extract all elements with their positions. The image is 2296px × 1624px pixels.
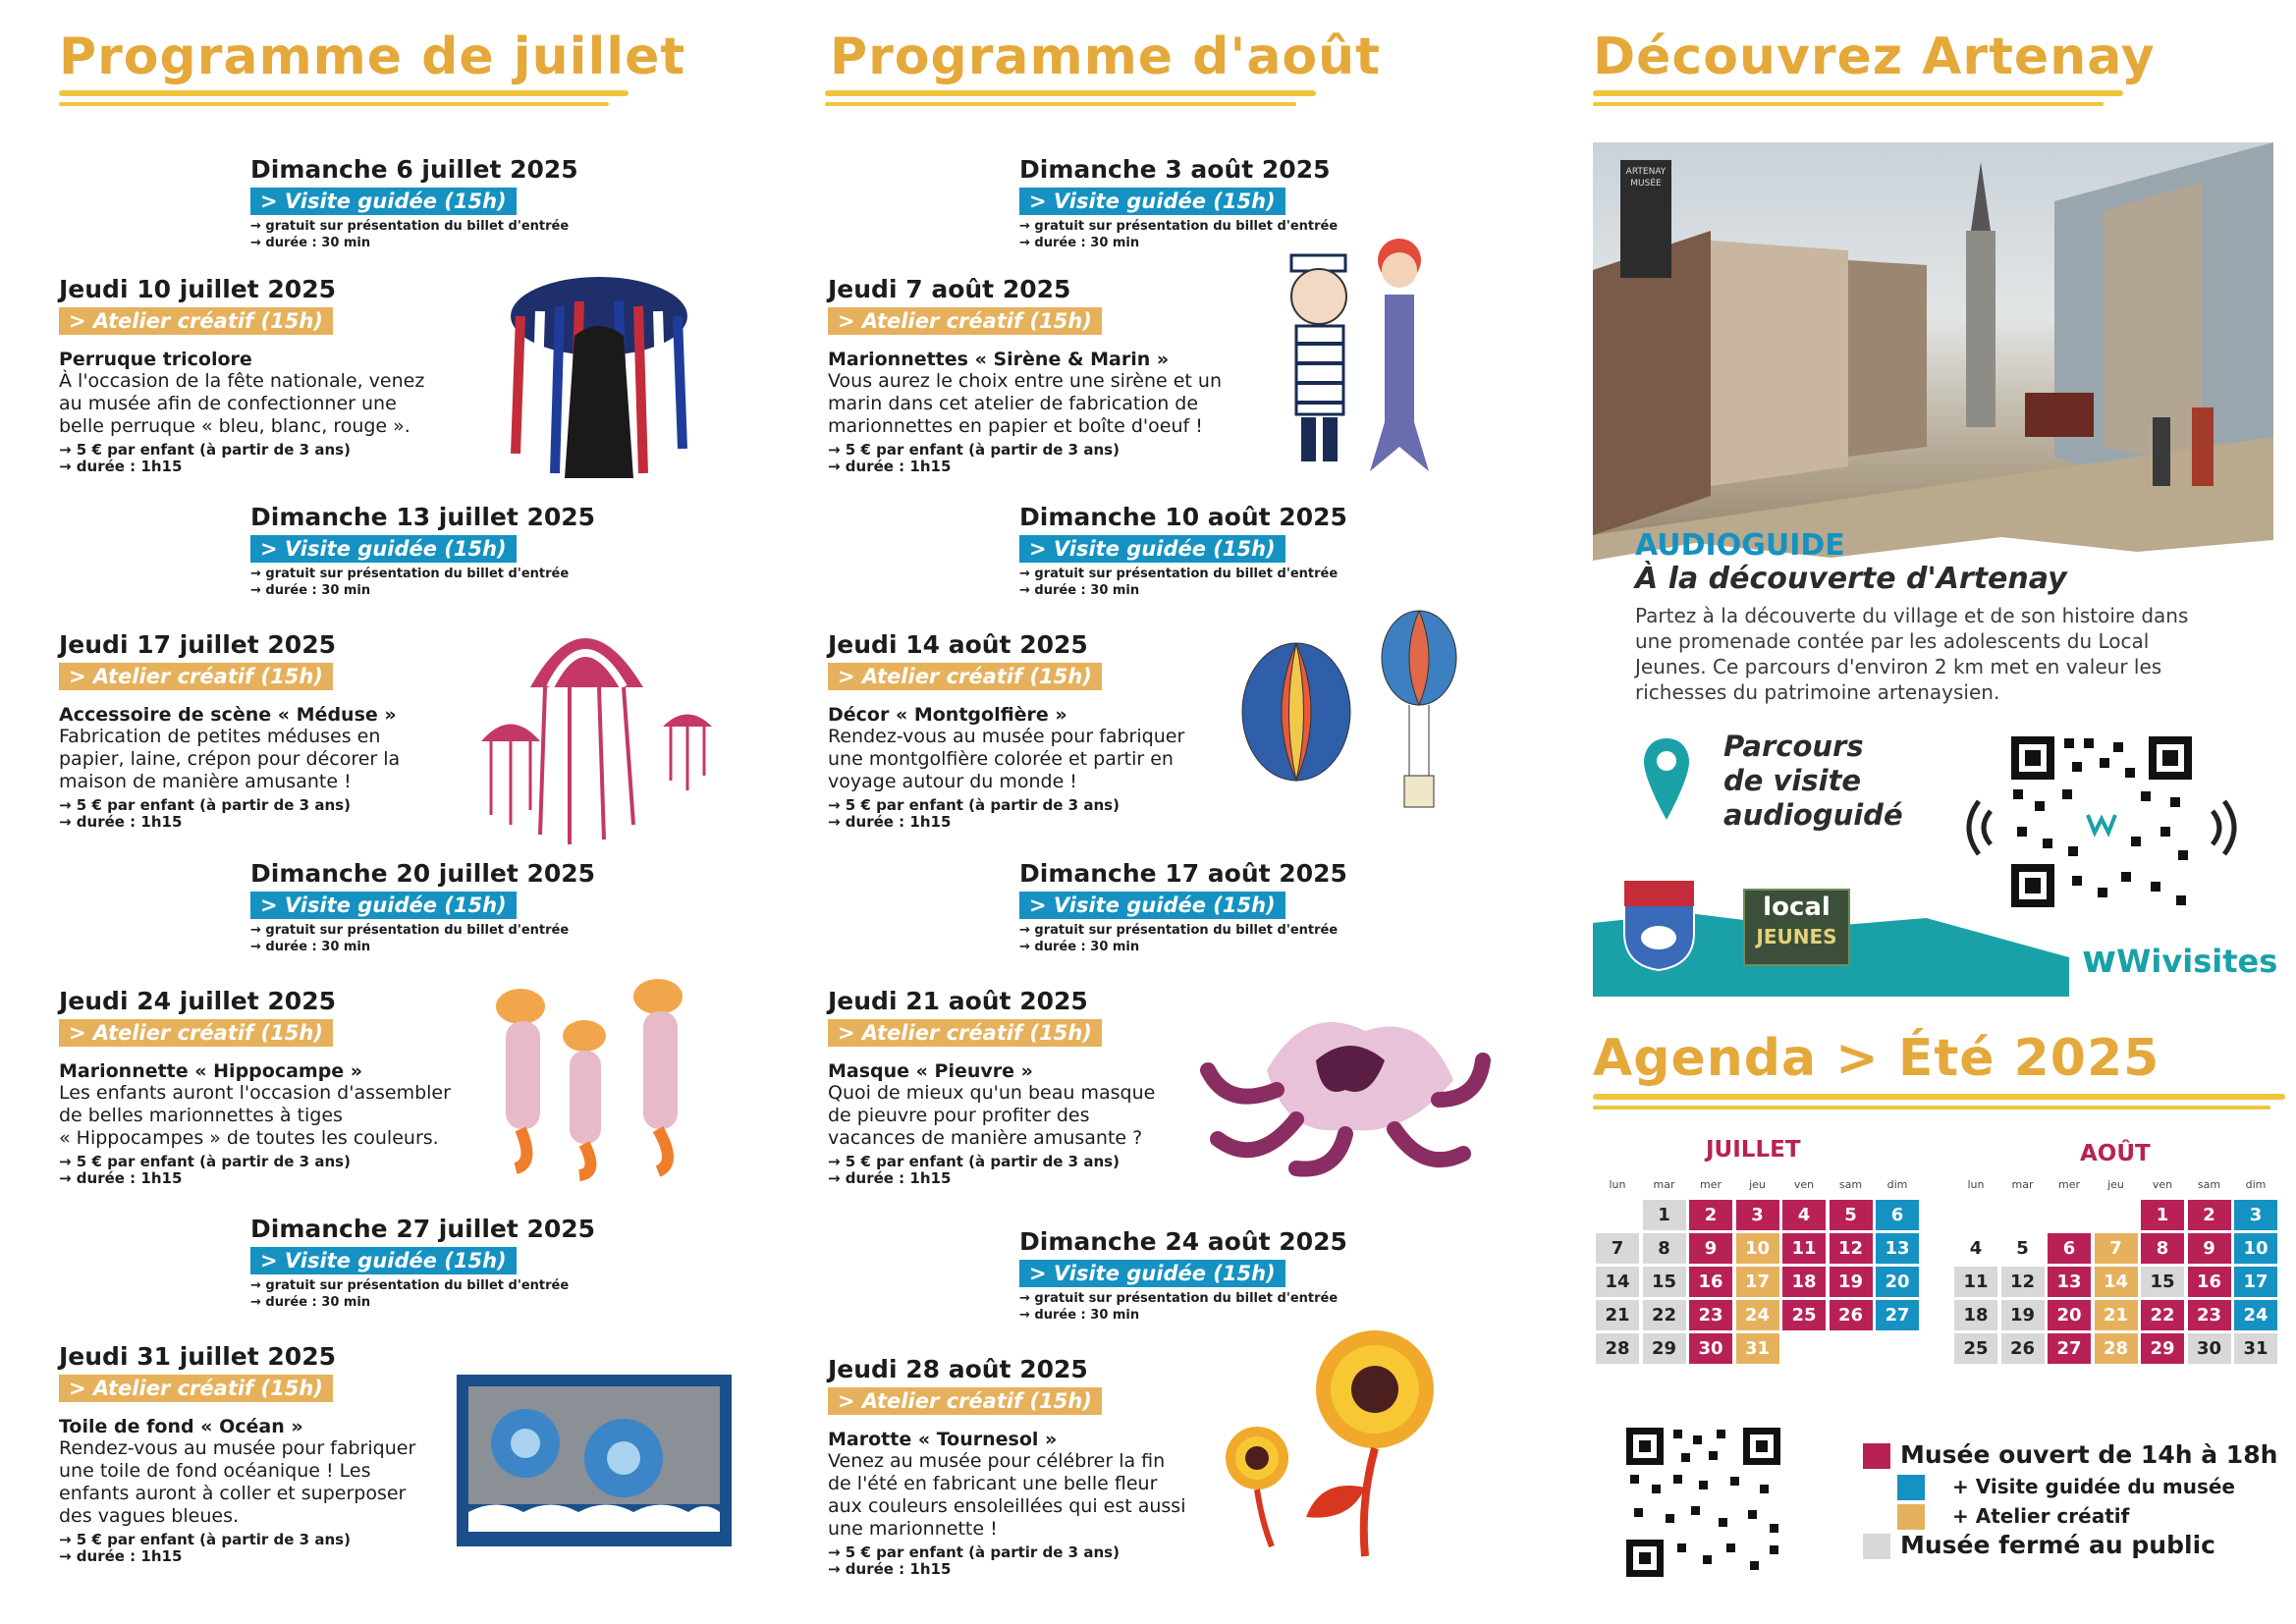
july-month-label: JUILLET [1706, 1137, 1801, 1163]
event-date: Jeudi 17 juillet 2025 [59, 630, 336, 659]
event-price: → 5 € par enfant (à partir de 3 ans) [59, 796, 351, 814]
event-description [828, 726, 1184, 793]
description-line: de pieuvre pour profiter des [828, 1105, 1090, 1126]
event-block [250, 155, 578, 251]
visite-guidee-tag: > Visite guidée (15h) [1019, 535, 1285, 563]
event-info [828, 797, 1184, 831]
description-line: belle perruque « bleu, blanc, rouge ». [59, 415, 410, 437]
calendar-day: 17 [2234, 1267, 2277, 1297]
calendar-day: 22 [1643, 1300, 1686, 1330]
event-info: → gratuit sur présentation du billet d'entrée [250, 1278, 570, 1293]
calendar-day: 25 [1954, 1333, 1997, 1364]
atelier-creatif-tag: > Atelier créatif (15h) [59, 663, 333, 690]
legend-atelier-text: + Atelier créatif [1952, 1504, 2130, 1528]
calendar-day: 9 [1689, 1233, 1732, 1264]
description-line: papier, laine, crépon pour décorer la [59, 748, 401, 770]
calendar-day: 23 [2188, 1300, 2231, 1330]
atelier-creatif-tag: > Atelier créatif (15h) [828, 663, 1102, 690]
description-line: enfants auront à coller et superposer [59, 1483, 407, 1504]
calendar-day: 8 [1643, 1233, 1686, 1264]
event-info [59, 1532, 415, 1565]
calendar-day: 14 [1596, 1267, 1639, 1297]
calendar-day: 29 [2141, 1333, 2184, 1364]
event-date: Jeudi 21 août 2025 [828, 987, 1088, 1015]
description-line: Rendez-vous au musée pour fabriquer [59, 1437, 416, 1459]
visite-guidee-tag: > Visite guidée (15h) [250, 188, 517, 215]
event-duration: → durée : 30 min [1019, 1308, 1140, 1323]
description-line: des vagues bleues. [59, 1505, 240, 1527]
event-block [1019, 1227, 1347, 1324]
agenda-title: Agenda > Été 2025 [1593, 1029, 2160, 1088]
description-line: de belles marionnettes à tiges [59, 1105, 343, 1126]
legend-closed-swatch [1863, 1534, 1890, 1559]
weekday-label: lun [1609, 1178, 1626, 1191]
event-date: Dimanche 3 août 2025 [1019, 155, 1331, 184]
calendar-day: 28 [1596, 1333, 1639, 1364]
event-block [1019, 503, 1347, 599]
weekday-label: lun [1967, 1178, 1985, 1191]
event-price: → 5 € par enfant (à partir de 3 ans) [59, 1153, 351, 1170]
agenda-title-underline-2 [1593, 1106, 2270, 1110]
event-description [59, 726, 400, 793]
july-title: Programme de juillet [59, 27, 686, 86]
calendar-day: 27 [2048, 1333, 2091, 1364]
calendar-day: 19 [1830, 1267, 1873, 1297]
event-info: → gratuit sur présentation du billet d'entrée [1019, 219, 1339, 234]
description-line: Les enfants auront l'occasion d'assembler [59, 1082, 451, 1104]
calendar-day: 15 [2141, 1267, 2184, 1297]
description-line: maison de manière amusante ! [59, 771, 352, 792]
jellyfish-illustration [476, 599, 722, 854]
calendar-day: 4 [1782, 1200, 1826, 1230]
atelier-creatif-tag: > Atelier créatif (15h) [59, 307, 333, 335]
event-description [828, 1450, 1185, 1541]
event-description [59, 1082, 451, 1150]
octopus-illustration [1188, 992, 1493, 1178]
event-block [59, 1342, 415, 1565]
event-description [828, 370, 1222, 438]
calendar-day: 31 [2234, 1333, 2277, 1364]
calendar-day: 20 [1876, 1267, 1919, 1297]
event-price: → 5 € par enfant (à partir de 3 ans) [59, 1531, 351, 1548]
event-title: Masque « Pieuvre » [828, 1060, 1033, 1082]
atelier-creatif-tag: > Atelier créatif (15h) [59, 1019, 333, 1047]
event-info [828, 1544, 1185, 1578]
event-info [59, 797, 400, 831]
event-title: Marionnette « Hippocampe » [59, 1060, 363, 1082]
audioguide-description [1635, 603, 2188, 705]
calendar-day: 7 [2095, 1233, 2138, 1264]
event-date: Dimanche 13 juillet 2025 [250, 503, 596, 531]
calendar-day: 12 [2001, 1267, 2045, 1297]
map-pin-icon [1642, 736, 1691, 825]
visite-guidee-tag: > Visite guidée (15h) [1019, 188, 1285, 215]
event-date: Jeudi 10 juillet 2025 [59, 275, 336, 303]
event-duration: → durée : 30 min [1019, 940, 1140, 954]
calendar-day: 14 [2095, 1267, 2138, 1297]
event-date: Jeudi 24 juillet 2025 [59, 987, 336, 1015]
event-title: Accessoire de scène « Méduse » [59, 704, 397, 726]
event-info: → gratuit sur présentation du billet d'entrée [250, 219, 570, 234]
calendar-day: 6 [1876, 1200, 1919, 1230]
august-month-label: AOÛT [2080, 1141, 2151, 1166]
calendar-day: 19 [2001, 1300, 2045, 1330]
description-line: « Hippocampes » de toutes les couleurs. [59, 1127, 439, 1149]
description-line: aux couleurs ensoleillées qui est aussi [828, 1495, 1186, 1517]
description-line: Quoi de mieux qu'un beau masque [828, 1082, 1156, 1104]
event-block [59, 630, 400, 831]
weekday-label: jeu [2107, 1178, 2124, 1191]
description-line: une marionnette ! [828, 1518, 998, 1540]
jeunes-label: JEUNES [1756, 925, 1837, 948]
event-block [59, 275, 424, 475]
event-block [1019, 859, 1347, 955]
event-date: Dimanche 6 juillet 2025 [250, 155, 578, 184]
calendar-day: 7 [1596, 1233, 1639, 1264]
event-block [828, 275, 1222, 475]
calendar-day: 6 [2048, 1233, 2091, 1264]
event-description [59, 370, 424, 438]
description-line: de l'été en fabricant une belle fleur [828, 1473, 1158, 1494]
calendar-day: 26 [1830, 1300, 1873, 1330]
local-jeunes-logo [1743, 889, 1850, 966]
event-block [828, 1355, 1185, 1578]
calendar-day: 18 [1954, 1300, 1997, 1330]
event-duration: → durée : 1h15 [59, 1547, 183, 1565]
event-date: Dimanche 20 juillet 2025 [250, 859, 596, 888]
calendar-day: 26 [2001, 1333, 2045, 1364]
wivisites-w-icon: w [2082, 938, 2117, 981]
event-info: → gratuit sur présentation du billet d'entrée [1019, 923, 1339, 938]
event-description [828, 1082, 1155, 1150]
event-duration: → durée : 1h15 [59, 1169, 183, 1187]
description-line: vacances de manière amusante ? [828, 1127, 1143, 1149]
artenay-coat-of-arms-icon [1622, 879, 1696, 972]
event-duration: → durée : 30 min [250, 236, 371, 250]
event-title: Perruque tricolore [59, 349, 252, 370]
legend-open-text: Musée ouvert de 14h à 18h [1900, 1440, 2278, 1469]
calendar-day: 29 [1643, 1333, 1686, 1364]
balloon-illustration [1228, 604, 1463, 825]
wig-illustration [501, 257, 697, 483]
event-info: → gratuit sur présentation du billet d'entrée [250, 567, 570, 581]
event-description [59, 1437, 415, 1528]
event-duration: → durée : 30 min [250, 1295, 371, 1310]
calendar-day: 12 [1830, 1233, 1873, 1264]
audioguide-title: AUDIOGUIDE [1635, 528, 1845, 563]
calendar-day: 11 [1782, 1233, 1826, 1264]
calendar-day: 11 [1954, 1267, 1997, 1297]
event-block [250, 1215, 595, 1311]
calendar-day: 2 [1689, 1200, 1732, 1230]
event-price: → 5 € par enfant (à partir de 3 ans) [828, 1543, 1120, 1561]
event-block [828, 630, 1184, 831]
event-date: Jeudi 28 août 2025 [828, 1355, 1088, 1383]
discover-title-underline-2 [1593, 102, 2104, 106]
event-price: → 5 € par enfant (à partir de 3 ans) [828, 441, 1120, 459]
audioguide-subtitle: À la découverte d'Artenay [1635, 562, 2067, 596]
event-info [59, 1154, 451, 1187]
description-line: Partez à la découverte du village et de son histoire dans [1635, 604, 2189, 627]
event-duration: → durée : 1h15 [59, 813, 183, 831]
event-date: Jeudi 14 août 2025 [828, 630, 1088, 659]
legend-visite-text: + Visite guidée du musée [1952, 1475, 2235, 1498]
audioguide-qr-code[interactable] [2003, 729, 2200, 915]
atelier-creatif-tag: > Atelier créatif (15h) [828, 1387, 1102, 1415]
artenay-painting [1593, 142, 2273, 579]
parcours-label [1723, 730, 1903, 833]
weekday-label: ven [1793, 1178, 1815, 1191]
july-title-underline [59, 90, 629, 96]
description-line: une montgolfière colorée et partir en [828, 748, 1174, 770]
event-info [828, 442, 1222, 475]
event-date: Dimanche 10 août 2025 [1019, 503, 1347, 531]
event-info: → gratuit sur présentation du billet d'entrée [1019, 567, 1339, 581]
parcours-line: de visite [1723, 764, 1862, 797]
calendar-day: 5 [1830, 1200, 1873, 1230]
description-line: Rendez-vous au musée pour fabriquer [828, 726, 1185, 747]
calendar-day: 15 [1643, 1267, 1686, 1297]
event-block [59, 987, 451, 1187]
legend-closed-text: Musée fermé au public [1900, 1531, 2215, 1559]
event-duration: → durée : 1h15 [828, 1560, 952, 1578]
description-line: Venez au musée pour célébrer la fin [828, 1450, 1166, 1472]
calendar-day: 10 [1736, 1233, 1779, 1264]
event-price: → 5 € par enfant (à partir de 3 ans) [828, 796, 1120, 814]
description-line: voyage autour du monde ! [828, 771, 1077, 792]
calendar-day: 1 [2141, 1200, 2184, 1230]
event-info [828, 1154, 1155, 1187]
calendar-day: 13 [1876, 1233, 1919, 1264]
description-line: Vous aurez le choix entre une sirène et un [828, 370, 1223, 392]
calendar-day: 30 [2188, 1333, 2231, 1364]
description-line: À l'occasion de la fête nationale, venez [59, 370, 425, 392]
event-info: → gratuit sur présentation du billet d'entrée [250, 923, 570, 938]
weekday-label: jeu [1749, 1178, 1766, 1191]
local-label: local [1763, 893, 1831, 922]
calendar-day: 17 [1736, 1267, 1779, 1297]
calendar-day: 5 [2016, 1238, 2029, 1259]
weekday-label: mer [1699, 1178, 1722, 1191]
calendar-day: 23 [1689, 1300, 1732, 1330]
event-block [250, 859, 595, 955]
calendar-day: 3 [1736, 1200, 1779, 1230]
event-duration: → durée : 1h15 [59, 458, 183, 475]
event-price: → 5 € par enfant (à partir de 3 ans) [59, 441, 351, 459]
event-duration: → durée : 30 min [1019, 583, 1140, 598]
event-block [828, 987, 1155, 1187]
august-title: Programme d'août [830, 27, 1382, 86]
description-line: Fabrication de petites méduses en [59, 726, 381, 747]
event-info: → gratuit sur présentation du billet d'entrée [1019, 1291, 1339, 1306]
event-date: Dimanche 24 août 2025 [1019, 1227, 1347, 1256]
wivisites-label: Wivisites [2116, 943, 2278, 980]
event-info [59, 442, 424, 475]
calendar-day: 31 [1736, 1333, 1779, 1364]
visite-guidee-tag: > Visite guidée (15h) [250, 535, 517, 563]
legend-visite-swatch [1897, 1475, 1925, 1500]
description-line: richesses du patrimoine artenaysien. [1635, 680, 2000, 704]
event-duration: → durée : 30 min [1019, 236, 1140, 250]
weekday-label: mar [2011, 1178, 2034, 1191]
visite-guidee-tag: > Visite guidée (15h) [250, 892, 517, 919]
august-title-underline-2 [825, 102, 1296, 106]
calendar-day: 25 [1782, 1300, 1826, 1330]
calendar-day: 21 [1596, 1300, 1639, 1330]
description-line: au musée afin de confectionner une [59, 393, 397, 414]
seahorse-illustration [476, 967, 722, 1183]
weekday-label: mar [1653, 1178, 1675, 1191]
event-date: Dimanche 27 juillet 2025 [250, 1215, 596, 1243]
event-title: Décor « Montgolfière » [828, 704, 1067, 726]
calendar-day: 8 [2141, 1233, 2184, 1264]
wivisites-logo [2082, 938, 2277, 981]
event-date: Jeudi 7 août 2025 [828, 275, 1071, 303]
calendar-day: 24 [2234, 1300, 2277, 1330]
calendar-day: 10 [2234, 1233, 2277, 1264]
event-date: Jeudi 31 juillet 2025 [59, 1342, 336, 1371]
event-duration: → durée : 1h15 [828, 813, 952, 831]
event-duration: → durée : 30 min [250, 940, 371, 954]
calendar-day: 1 [1643, 1200, 1686, 1230]
calendar-day: 16 [1689, 1267, 1732, 1297]
atelier-creatif-tag: > Atelier créatif (15h) [828, 307, 1102, 335]
calendar-day: 20 [2048, 1300, 2091, 1330]
sound-wave-left-icon [1949, 793, 1994, 862]
parcours-line: audioguidé [1723, 798, 1903, 832]
weekday-label: dim [2245, 1178, 2267, 1191]
description-line: marionnettes en papier et boîte d'oeuf ! [828, 415, 1203, 437]
calendar-day: 16 [2188, 1267, 2231, 1297]
event-duration: → durée : 1h15 [828, 1169, 952, 1187]
calendar-day: 21 [2095, 1300, 2138, 1330]
visite-guidee-tag: > Visite guidée (15h) [1019, 892, 1285, 919]
agenda-title-underline [1593, 1094, 2285, 1100]
july-title-underline-2 [59, 102, 609, 106]
sunflower-illustration [1213, 1321, 1439, 1561]
calendar-day: 24 [1736, 1300, 1779, 1330]
event-price: → 5 € par enfant (à partir de 3 ans) [828, 1153, 1120, 1170]
museum-badge: ARTENAY MUSÉE [1620, 160, 1671, 278]
description-line: Jeunes. Ce parcours d'environ 2 km met en valeur les [1635, 655, 2162, 678]
discover-title-underline [1593, 90, 2123, 96]
event-title: Toile de fond « Océan » [59, 1416, 303, 1437]
calendar-day: 30 [1689, 1333, 1732, 1364]
calendar-day: 22 [2141, 1300, 2184, 1330]
event-duration: → durée : 30 min [250, 583, 371, 598]
agenda-qr-code[interactable] [1622, 1424, 1784, 1581]
calendar-day: 2 [2188, 1200, 2231, 1230]
description-line: marin dans cet atelier de fabrication de [828, 393, 1199, 414]
event-date: Dimanche 17 août 2025 [1019, 859, 1347, 888]
event-title: Marotte « Tournesol » [828, 1429, 1058, 1450]
legend-open-swatch [1863, 1443, 1890, 1469]
parcours-line: Parcours [1723, 730, 1864, 763]
ocean-illustration [457, 1375, 732, 1546]
august-title-underline [825, 90, 1316, 96]
weekday-label: ven [2152, 1178, 2173, 1191]
weekday-label: sam [1838, 1178, 1863, 1191]
weekday-label: mer [2057, 1178, 2080, 1191]
mermaid-sailor-illustration [1282, 236, 1444, 491]
description-line: une toile de fond océanique ! Les [59, 1460, 371, 1482]
event-duration: → durée : 1h15 [828, 458, 952, 475]
atelier-creatif-tag: > Atelier créatif (15h) [59, 1375, 333, 1402]
visite-guidee-tag: > Visite guidée (15h) [1019, 1260, 1285, 1287]
calendar-day: 3 [2234, 1200, 2277, 1230]
sound-wave-right-icon [2210, 793, 2254, 862]
calendar-day: 27 [1876, 1300, 1919, 1330]
calendar-day: 9 [2188, 1233, 2231, 1264]
description-line: une promenade contée par les adolescents du Local [1635, 629, 2150, 653]
weekday-label: dim [1886, 1178, 1908, 1191]
visite-guidee-tag: > Visite guidée (15h) [250, 1247, 517, 1274]
atelier-creatif-tag: > Atelier créatif (15h) [828, 1019, 1102, 1047]
legend-atelier-swatch [1897, 1504, 1925, 1530]
discover-title: Découvrez Artenay [1593, 27, 2156, 86]
event-title: Marionnettes « Sirène & Marin » [828, 349, 1170, 370]
calendar-day: 18 [1782, 1267, 1826, 1297]
calendar-day: 4 [1969, 1238, 1983, 1259]
calendar-day: 28 [2095, 1333, 2138, 1364]
event-block [250, 503, 595, 599]
calendar-day: 13 [2048, 1267, 2091, 1297]
weekday-label: sam [2197, 1178, 2221, 1191]
